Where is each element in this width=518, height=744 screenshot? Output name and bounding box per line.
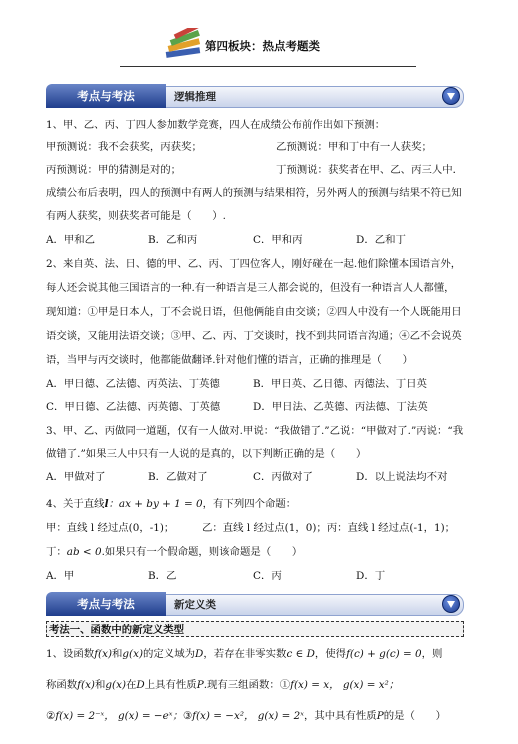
- q4-prop-ding: [46, 545, 302, 559]
- q5-text: 称函数: [46, 679, 78, 691]
- q5-math: g(x): [122, 648, 144, 660]
- q4-option-d[interactable]: D．丁: [356, 570, 386, 582]
- q5-text: ②: [46, 710, 56, 722]
- q5-math: P: [376, 710, 384, 722]
- q1-option-d[interactable]: D．乙和丁: [356, 234, 406, 246]
- q2-option-b[interactable]: B．甲日英、乙日德、丙德法、丁日英: [253, 378, 427, 390]
- q4-line-equation: ：ax + by + 1 = 0: [108, 498, 203, 510]
- q1-line5: 成绩公布后表明，四人的预测中有两人的预测与结果相符，另外两人的预测与结果不符已知: [46, 187, 462, 199]
- q2-line-4: 语交谈，又能用法语交谈；③甲、乙、丙、丁交谈时，找不到共同语言沟通；④乙不会说英: [46, 330, 462, 342]
- q5-text: ③: [182, 710, 193, 722]
- banner-label: 逻辑推理: [174, 91, 216, 103]
- q4-stem-post: ，有下列四个命题：: [202, 498, 297, 510]
- q5-text: 上具有性质: [144, 679, 197, 691]
- q5-text: .现有三组函数：①: [203, 679, 291, 691]
- q5-math: g(x) = x²；: [342, 679, 400, 691]
- q1-option-c[interactable]: C．甲和丙: [253, 234, 303, 246]
- q1-option-b[interactable]: B．乙和丙: [148, 234, 198, 246]
- q5-text: ，其中具有性质: [303, 710, 377, 722]
- q4-stem-pre: 4、关于直线: [46, 498, 105, 510]
- q1-stem: 1、甲、乙、丙、丁四人参加数学竞赛，四人在成绩公布前作出如下预测：: [46, 119, 386, 131]
- q4-option-b[interactable]: B．乙: [148, 570, 177, 582]
- q4-stem: [46, 497, 296, 511]
- q4-option-a[interactable]: A．甲: [46, 570, 75, 582]
- q5-math: f(x): [77, 679, 95, 691]
- q5-text: 和: [95, 679, 106, 691]
- q5-text: ，使得: [314, 648, 347, 660]
- chevron-down-icon[interactable]: [442, 87, 460, 105]
- section-banner-logic: [46, 84, 464, 108]
- banner-label: 新定义类: [174, 599, 216, 611]
- q2-line-3: 现知道：①甲是日本人，丁不会说日语，但他俩能自由交谈；②四人中没有一个人既能用日: [46, 306, 462, 318]
- q5-text: 1、设函数: [46, 648, 95, 660]
- q4-prop-jia: 甲：直线 l 经过点(0，-1)；: [46, 522, 175, 534]
- section-banner-new-definition: [46, 592, 464, 616]
- q4-ding-post: .如果只有一个假命题，则该命题是（ ）: [101, 546, 303, 558]
- q1-pred-yi: 乙预测说：甲和丁中有一人获奖；: [276, 141, 432, 153]
- section-heading-function-type: 考法一、函数中的新定义类型: [46, 621, 464, 637]
- q5-math: f(x) = x，: [290, 679, 340, 691]
- books-icon: [160, 28, 204, 68]
- q5-math: D: [136, 679, 145, 691]
- q5-text: 的是（ ）: [383, 710, 447, 722]
- q5-math: f(c) + g(c) = 0: [346, 648, 422, 660]
- q5-math: P: [196, 679, 204, 691]
- chevron-down-icon[interactable]: [442, 595, 460, 613]
- q1-pred-jia: 甲预测说：我不会获奖，丙获奖；: [46, 141, 202, 153]
- banner-tab: 考点与考法: [46, 84, 166, 108]
- q5-math: D: [194, 648, 204, 660]
- q5-text: ，则: [421, 648, 443, 660]
- q4-prop-yi-bing: 乙：直线 l 经过点(1，0)；丙：直线 l 经过点(-1，1)；: [202, 522, 456, 534]
- q2-option-d[interactable]: D．甲日法、乙英德、丙法德、丁法英: [253, 401, 428, 413]
- q5-math: g(x) = 2ˣ: [257, 710, 304, 722]
- q2-line-2: 每人还会说其他三国语言的一种.有一种语言是三人都会说的，但没有一种语言人人都懂，: [46, 282, 455, 294]
- q5-line-3: [46, 709, 446, 723]
- q5-text: 的定义域为: [143, 648, 195, 660]
- q4-line-symbol: l: [104, 498, 109, 510]
- q5-line-2: [46, 678, 399, 692]
- q5-math: g(x) = −eˣ；: [117, 710, 183, 722]
- q2-option-c[interactable]: C．甲日德、乙法德、丙英德、丁英德: [46, 401, 221, 413]
- q5-math: f(x) = 2⁻ˣ，: [55, 710, 115, 722]
- q3-option-a[interactable]: A．甲做对了: [46, 471, 106, 483]
- q2-line-5: 语，当甲与丙交谈时，他都能做翻译.针对他们懂的语言，正确的推理是（ ）: [46, 354, 413, 366]
- title-divider: [120, 66, 416, 67]
- q1-line6: 有两人获奖，则获奖者可能是（ ）.: [46, 210, 226, 222]
- q1-pred-ding: 丁预测说：获奖者在甲、乙、丙三人中．: [276, 164, 464, 176]
- q5-text: 在: [126, 679, 137, 691]
- q3-option-c[interactable]: C．丙做对了: [253, 471, 313, 483]
- q5-math: g(x): [105, 679, 127, 691]
- q3-option-b[interactable]: B．乙做对了: [148, 471, 208, 483]
- q5-line-1: [46, 647, 442, 661]
- q4-option-c[interactable]: C．丙: [253, 570, 282, 582]
- q1-option-a[interactable]: A．甲和乙: [46, 234, 96, 246]
- q4-ding-pre: 丁：: [46, 546, 67, 558]
- q5-math: f(x) = −x²，: [192, 710, 255, 722]
- q1-pred-bing: 丙预测说：甲的猜测是对的；: [46, 164, 182, 176]
- q5-math: c ∈ D: [286, 648, 315, 660]
- q2-line-1: 2、来自英、法、日、德的甲、乙、丙、丁四位客人，刚好碰在一起.他们除懂本国语言外，: [46, 258, 462, 270]
- q3-line-2: 做错了.”如果三人中只有一人说的是真的，以下判断正确的是（ ）: [46, 448, 367, 460]
- q3-line-1: 3、甲、乙、丙做同一道题，仅有一人做对.甲说：“我做错了.”乙说：“甲做对了.”丙说：“我: [46, 425, 464, 437]
- q5-math: f(x): [94, 648, 113, 660]
- q5-text: 和: [112, 648, 123, 660]
- q5-text: ，若存在非零实数: [203, 648, 287, 660]
- q3-option-d[interactable]: D．以上说法均不对: [356, 471, 448, 483]
- banner-tab: 考点与考法: [46, 592, 166, 616]
- q2-option-a[interactable]: A．甲日德、乙法德、丙英法、丁英德: [46, 378, 220, 390]
- q4-ding-math: ab < 0: [66, 546, 102, 558]
- page-title: 第四板块：热点考题类: [205, 39, 320, 53]
